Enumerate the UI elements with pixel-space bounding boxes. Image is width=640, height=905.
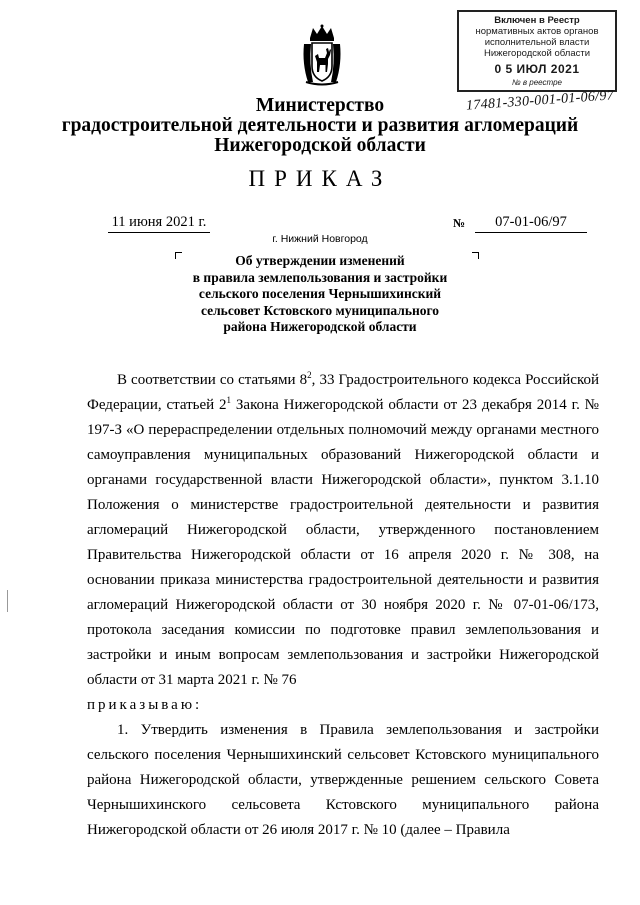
stamp-registry-number: 17481-330-001-01-06/97 [465,88,615,114]
document-body [87,368,599,843]
stamp-line: исполнительной власти [484,37,590,48]
subject-line: Об утверждении изменений [235,253,405,268]
superscript: 1 [226,395,232,405]
clause-1-paragraph: 1. Утвердить изменения в Правила землепользования и застройки сельского поселения Чернышихинский сельсовет Кстовского муниципального района Нижегородской области, утвержденные решением сельского Совета Чернышихинского сельсовета Кстовского муниципального района Нижегородской области от 26 июля 2017 г. № 10 (далее – Правила [87,722,599,838]
document-type-title: ПРИКАЗ [248,166,392,191]
stamp-registry-label: № в реестре [511,78,562,87]
preamble-paragraph [87,368,599,693]
ministry-name-line2: градостроительной деятельности и развития агломераций [61,115,579,136]
registry-stamp [457,10,617,92]
document-subject [170,253,470,336]
subject-line: в правила землепользования и застройки [192,269,448,285]
document-date: 11 июня 2021 г. [108,214,210,233]
scan-margin-mark [7,590,8,612]
stamp-date: 0 5 ИЮЛ 2021 [494,62,580,76]
superscript: 2 [307,370,312,380]
document-number-label: № [453,216,466,230]
coat-of-arms-icon [300,24,344,86]
subject-line: района Нижегородской области [223,319,417,334]
subject-corner-mark [472,252,479,259]
preamble-text: , 33 Градостроительного кодекса Российской Федерации, статьей 2 [87,372,599,413]
subject-line: сельского поселения Чернышихинский [198,286,442,301]
preamble-text: Закона Нижегородской области от 23 декабря 2014 г. № 197-З «О перераспределении отдельных полномочий между органами местного самоуправления муниципальных образований Нижегородской области и органами государственной власти Нижегородской области», пунктом 3.1.10 Положения о министерстве градостроительной деятельности и развития агломераций Нижегородской области, утвержденного постановлением Правительства Нижегородской области от 16 апреля 2020 г. № 308, на основании приказа министерства градостроительной деятельности и развития агломераций Нижегородской области от 30 ноября 2020 г. № 07-01-06/173, протокола заседания комиссии по подготовке правил землепользования и застройки и иным вопросам землепользования и застройки Нижегородской области от 31 марта 2021 г. № 76 [87,397,599,688]
preamble-text: В соответствии со статьями 8 [117,372,308,388]
document-city: г. Нижний Новгород [272,233,368,245]
stamp-line: нормативных актов органов [475,26,599,37]
ministry-name-line3: Нижегородской области [214,135,426,156]
document-number: 07-01-06/97 [475,214,587,233]
stamp-line: Включен в Реестр [494,15,580,26]
subject-line: сельсовет Кстовского муниципального [200,302,440,318]
stamp-line: Нижегородской области [483,48,591,59]
decree-word: приказываю: [87,697,203,713]
ministry-name-line1: Министерство [255,95,385,116]
